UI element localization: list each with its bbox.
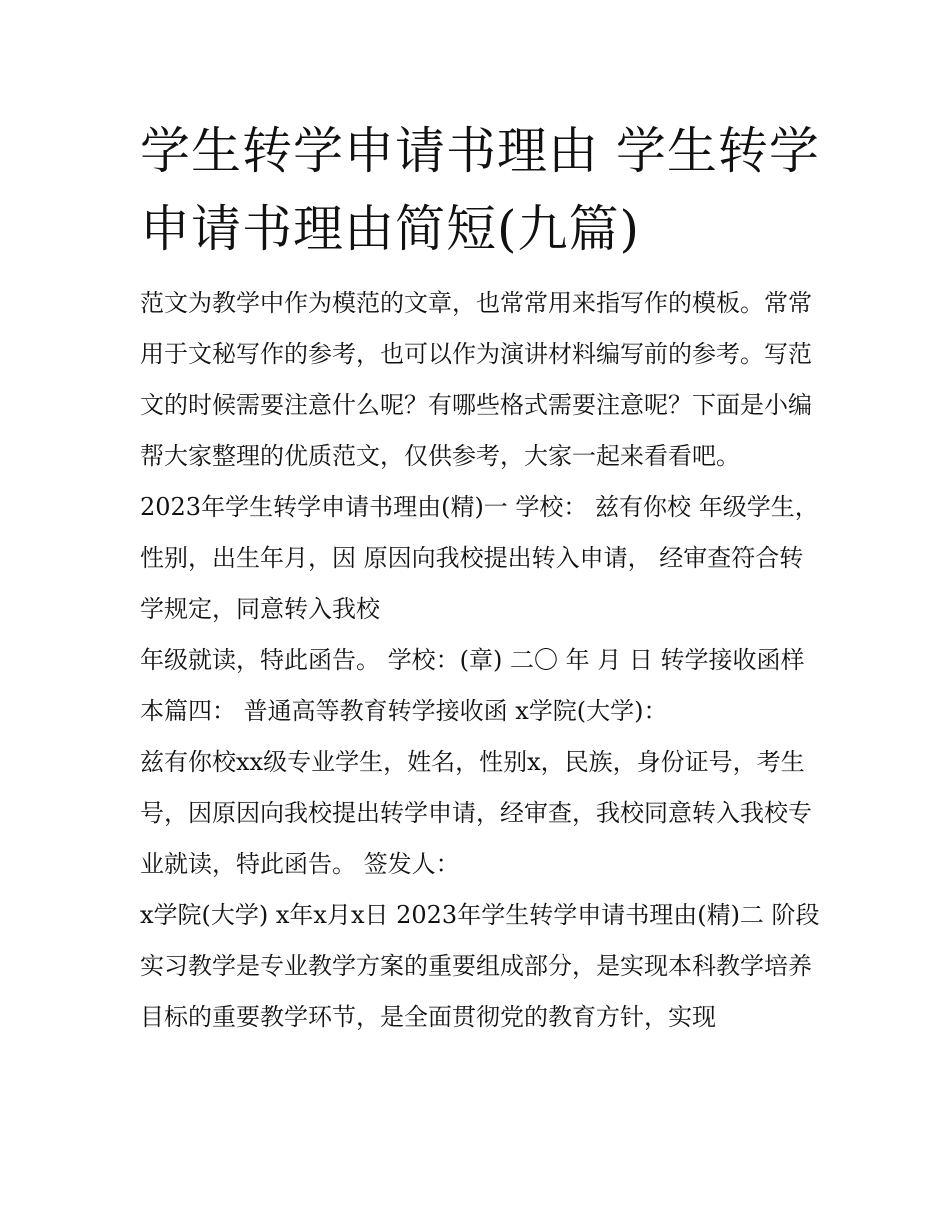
document-title: 学生转学申请书理由 学生转学申请书理由简短(九篇) [140,122,820,258]
paragraph-intro: 范文为教学中作为模范的文章，也常常用来指写作的模板。常常用于文秘写作的参考，也可以作为演讲材料编写前的参考。写范文的时候需要注意什么呢？有哪些格式需要注意呢？下面是小编帮大家整理的优质范文，仅供参考，大家一起来看看吧。 [140,289,812,470]
document-body [140,278,820,1043]
paragraph-student-info: 兹有你校xx级专业学生，姓名，性别x，民族，身份证号，考生号，因原因向我校提出转学申请，经审查，我校同意转入我校专业就读，特此函告。 签发人： [140,748,812,878]
paragraph-receipt-letter: 2023年学生转学申请书理由(精)一 学校： 兹有你校 年级学生，性别，出生年月，因 原因向我校提出转入申请， 经审查符合转学规定，同意转入我校 [140,493,819,623]
paragraph-receipt-sample: 年级就读，特此函告。 学校：(章) 二〇 年 月 日 转学接收函样本篇四： 普通高等教育转学接收函 x学院(大学)： [140,646,805,725]
document-page [140,112,820,1043]
paragraph-internship: x学院(大学) x年x月x日 2023年学生转学申请书理由(精)二 阶段实习教学是专业教学方案的重要组成部分，是实现本科教学培养目标的重要教学环节，是全面贯彻党的教育方针，实现 [140,901,820,1031]
